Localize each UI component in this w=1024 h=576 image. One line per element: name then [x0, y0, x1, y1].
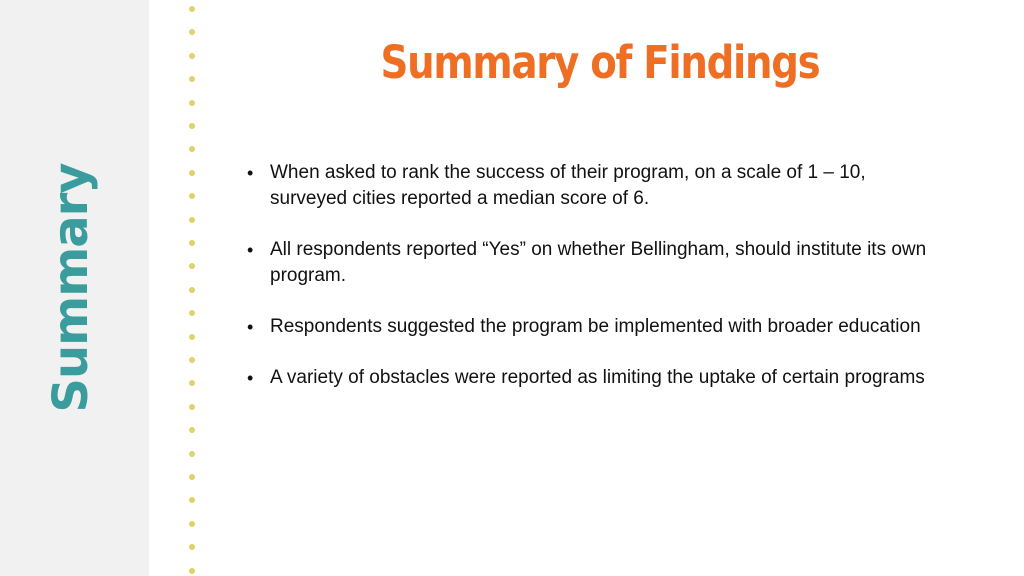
- list-item-text: All respondents reported “Yes” on whether Bellingham, should institute its own program.: [270, 239, 927, 286]
- divider-dot: [189, 100, 195, 106]
- divider-dot: [189, 544, 195, 550]
- divider-dot: [189, 380, 195, 386]
- list-item-text: Respondents suggested the program be implemented with broader education: [270, 316, 921, 337]
- side-panel: [0, 0, 149, 576]
- list-item: [247, 160, 947, 212]
- divider-dot: [189, 240, 195, 246]
- side-label: Summary: [43, 163, 99, 413]
- divider-dot: [189, 29, 195, 35]
- bullet-icon: •: [247, 368, 254, 388]
- dotted-divider: [189, 6, 197, 576]
- divider-dot: [189, 451, 195, 457]
- list-item-text: A variety of obstacles were reported as limiting the uptake of certain programs: [270, 367, 925, 388]
- divider-dot: [189, 521, 195, 527]
- divider-dot: [189, 357, 195, 363]
- divider-dot: [189, 6, 195, 12]
- divider-dot: [189, 497, 195, 503]
- divider-dot: [189, 568, 195, 574]
- divider-dot: [189, 193, 195, 199]
- divider-dot: [189, 427, 195, 433]
- divider-dot: [189, 263, 195, 269]
- divider-dot: [189, 123, 195, 129]
- list-item-text: When asked to rank the success of their program, on a scale of 1 – 10, surveyed cities reported a median score of 6.: [270, 162, 866, 209]
- divider-dot: [189, 146, 195, 152]
- divider-dot: [189, 287, 195, 293]
- divider-dot: [189, 474, 195, 480]
- list-item: [247, 365, 947, 391]
- divider-dot: [189, 334, 195, 340]
- slide-title: Summary of Findings: [380, 36, 820, 89]
- list-item: [247, 314, 947, 340]
- bullet-icon: •: [247, 240, 254, 260]
- divider-dot: [189, 404, 195, 410]
- divider-dot: [189, 310, 195, 316]
- bullet-icon: •: [247, 317, 254, 337]
- divider-dot: [189, 76, 195, 82]
- divider-dot: [189, 53, 195, 59]
- divider-dot: [189, 170, 195, 176]
- divider-dot: [189, 217, 195, 223]
- bullet-icon: •: [247, 163, 254, 183]
- list-item: [247, 237, 947, 289]
- findings-list: [247, 160, 947, 416]
